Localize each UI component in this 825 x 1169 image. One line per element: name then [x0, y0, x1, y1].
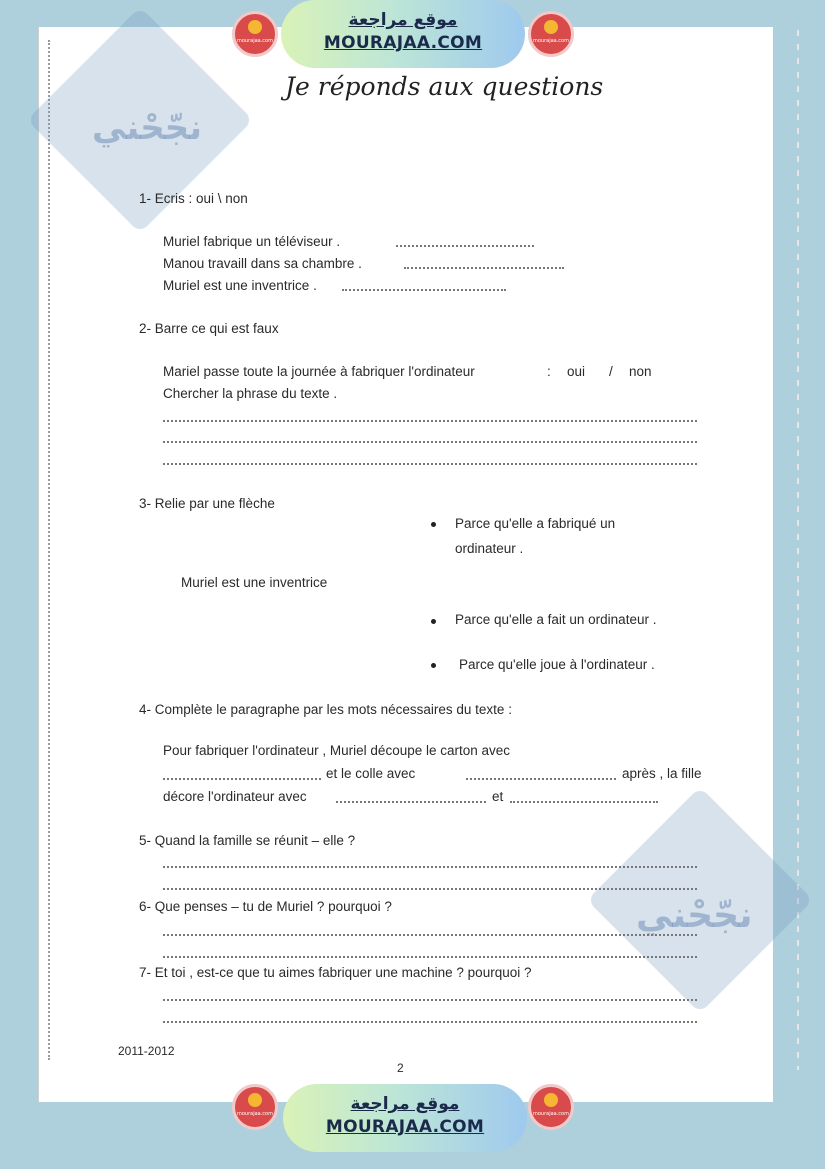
q5-label: 5- Quand la famille se réunit – elle ? [139, 833, 356, 848]
q1-answer-3[interactable] [342, 289, 506, 291]
q3-option-3[interactable]: Parce qu'elle joue à l'ordinateur . [459, 657, 655, 672]
q2-oui[interactable]: oui [567, 364, 586, 379]
q1-label: 1- Ecris : oui \ non [139, 191, 248, 206]
watermark-text-bottom: نجّحْني [636, 895, 753, 936]
q4-mid-2: après , la fille [622, 766, 702, 781]
q5-answer-line-2[interactable] [163, 888, 697, 890]
q4-blank-2[interactable] [466, 778, 616, 780]
banner-arabic: موقع مراجعة [348, 10, 458, 30]
q2-answer-line-1[interactable] [163, 420, 697, 422]
banner-site-bottom: MOURAJAA.COM [325, 1117, 485, 1137]
q1-answer-2[interactable] [404, 267, 564, 269]
site-badge-top-right: mourajaa.com [528, 11, 574, 57]
q6-answer-line-1[interactable] [163, 934, 697, 936]
q2-non[interactable]: non [629, 364, 652, 379]
q4-line-1: Pour fabriquer l'ordinateur , Muriel découpe le carton avec [163, 743, 511, 758]
q2-answer-line-2[interactable] [163, 441, 697, 443]
q1-line-3: Muriel est une inventrice . [163, 278, 317, 293]
q2-answer-line-3[interactable] [163, 463, 697, 465]
school-year: 2011-2012 [118, 1044, 175, 1058]
q7-label: 7- Et toi , est-ce que tu aimes fabriquer une machine ? pourquoi ? [139, 965, 532, 980]
q2-colon: : [547, 364, 551, 379]
q3-label: 3- Relie par une flèche [139, 496, 275, 511]
banner-site: MOURAJAA.COM [323, 33, 483, 53]
q4-et: et [492, 789, 504, 804]
q1-answer-1[interactable] [396, 245, 534, 247]
q3-left-item[interactable]: Muriel est une inventrice [181, 575, 328, 590]
site-badge-bottom-right: mourajaa.com [528, 1084, 574, 1130]
q1-line-1: Muriel fabrique un téléviseur . [163, 234, 341, 249]
q3-option-1b[interactable]: ordinateur . [455, 541, 524, 556]
q4-label: 4- Complète le paragraphe par les mots nécessaires du texte : [139, 702, 512, 717]
q3-option-2[interactable]: Parce qu'elle a fait un ordinateur . [455, 612, 657, 627]
q4-blank-3[interactable] [336, 801, 486, 803]
page-title: Je réponds aux questions [285, 72, 604, 101]
page-number: 2 [397, 1061, 404, 1075]
q2-label: 2- Barre ce qui est faux [139, 321, 279, 336]
site-banner-bottom[interactable] [283, 1084, 527, 1152]
q3-bullet-1 [431, 522, 436, 527]
banner-arabic-bottom: موقع مراجعة [350, 1094, 460, 1114]
q4-blank-4[interactable] [510, 801, 658, 803]
q1-line-2: Manou travaill dans sa chambre . [163, 256, 362, 271]
q4-mid-1: et le colle avec [326, 766, 416, 781]
q2-statement: Mariel passe toute la journée à fabriquer l'ordinateur [163, 364, 475, 379]
scan-edge [48, 40, 62, 1060]
q2-slash: / [609, 364, 613, 379]
q2-sub: Chercher la phrase du texte . [163, 386, 338, 401]
watermark-text-top: نجّحْني [92, 108, 203, 148]
q3-option-1a[interactable]: Parce qu'elle a fabriqué un [455, 516, 616, 531]
q3-bullet-3 [431, 663, 436, 668]
q5-answer-line-1[interactable] [163, 866, 697, 868]
q7-answer-line-2[interactable] [163, 1021, 697, 1023]
q4-blank-1[interactable] [163, 778, 321, 780]
q6-answer-line-2[interactable] [163, 956, 697, 958]
site-banner-top[interactable] [281, 0, 525, 68]
q4-line-3: décore l'ordinateur avec [163, 789, 307, 804]
q6-label: 6- Que penses – tu de Muriel ? pourquoi ? [139, 899, 392, 914]
site-badge-top-left: mourajaa.com [232, 11, 278, 57]
q3-bullet-2 [431, 619, 436, 624]
q7-answer-line-1[interactable] [163, 999, 697, 1001]
site-badge-bottom-left: mourajaa.com [232, 1084, 278, 1130]
